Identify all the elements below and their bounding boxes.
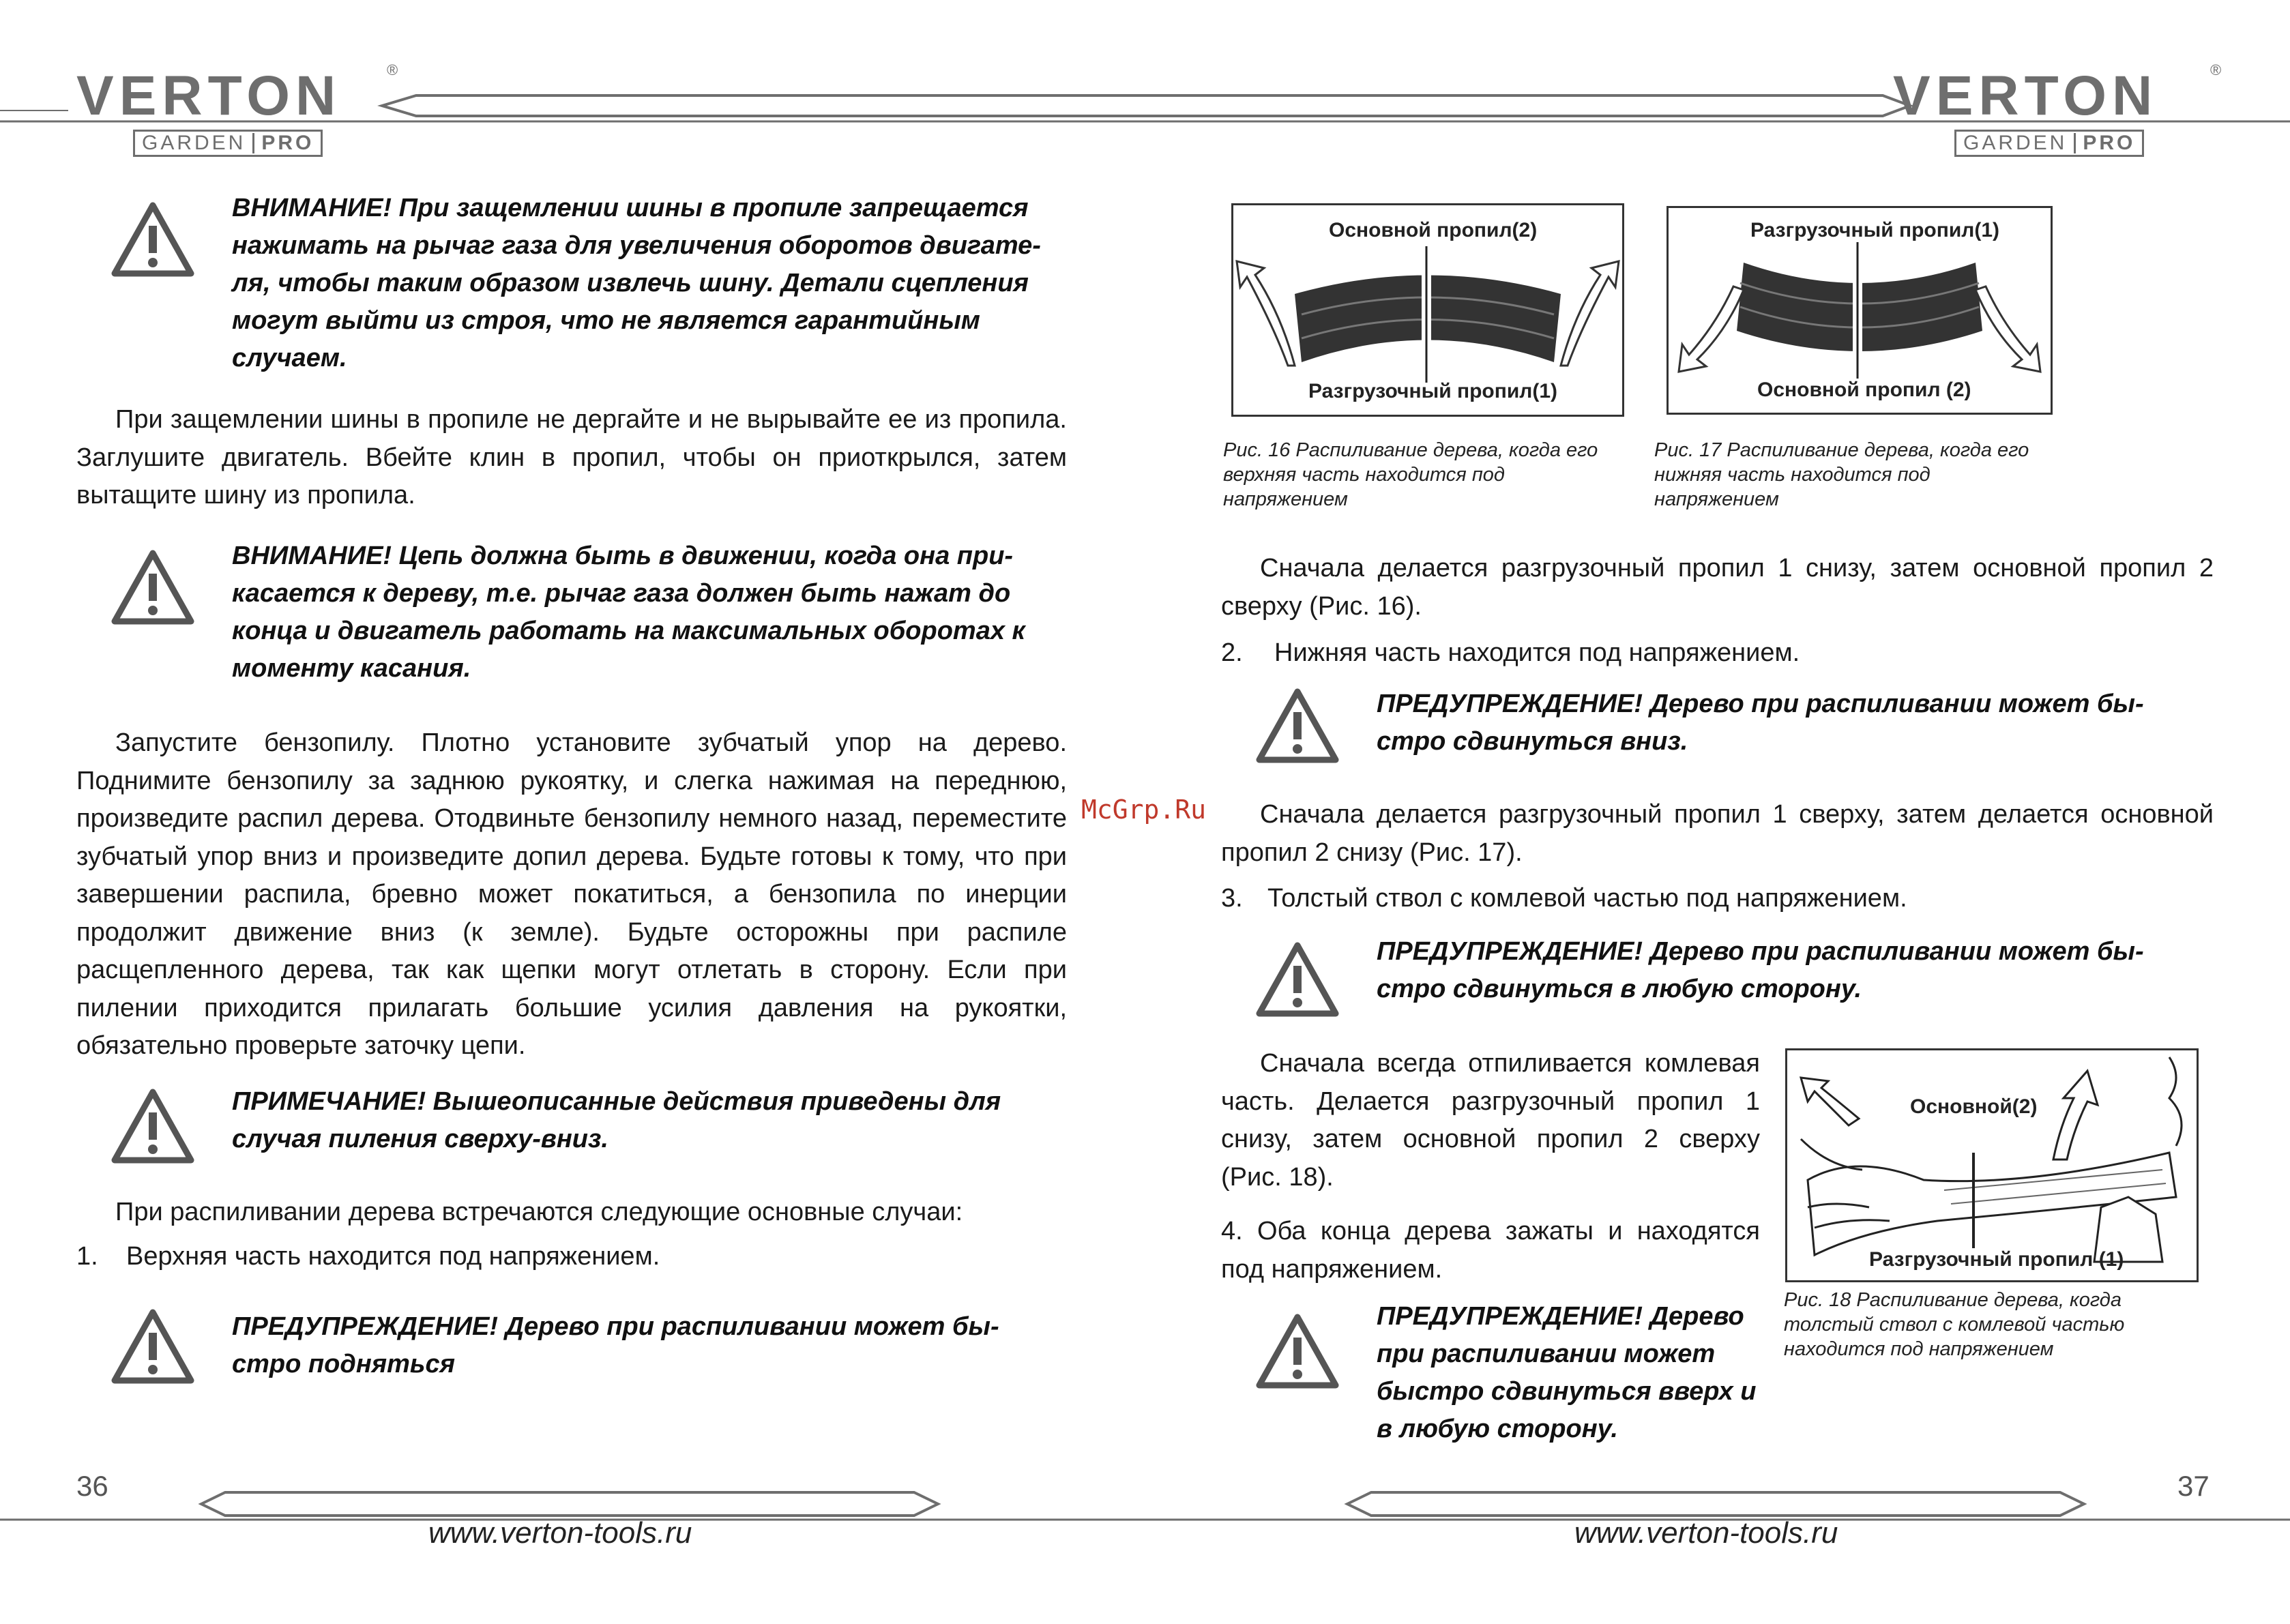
figure-16-caption: Рис. 16 Распиливание дерева, когда его верхняя часть находится под напряжением <box>1223 439 1598 510</box>
warning-triangle-icon <box>111 1088 195 1164</box>
paragraph-cases: При распиливании дерева встречаются следующие основные случаи: <box>115 1198 963 1226</box>
figure-16 <box>1231 203 1624 417</box>
list-number-1: 1. <box>76 1242 98 1271</box>
brand-name: VERTON <box>76 65 342 127</box>
warning-shift-any: ПРЕДУПРЕЖДЕНИЕ! Дерево при распиливании может бы-стро сдвинуться в любую сторону. <box>1377 937 2144 1003</box>
warning-triangle-icon <box>111 549 195 625</box>
garden-pro-badge-left <box>133 130 323 157</box>
paragraph-fig16-method: Сначала делается разгрузочный пропил 1 снизу, затем основной пропил 2 сверху (Рис. 16). <box>1221 554 2214 621</box>
warning-chain-moving: ВНИМАНИЕ! Цепь должна быть в движении, когда она при-касается к дереву, т.е. рычаг газа должен быть нажат до конца и двигатель работать на максимальных оборотах к моменту касания. <box>232 542 1025 683</box>
list-item-3: Толстый ствол с комлевой частью под напряжением. <box>1267 884 1907 913</box>
paragraph-fig18-method: Сначала всегда отпиливается комлевая часть. Делается разгрузочный пропил 1 снизу, затем основной пропил 2 сверху (Рис. 18). <box>1221 1049 1760 1192</box>
footer-url-right[interactable]: www.verton-tools.ru <box>1574 1516 1838 1550</box>
paragraph-both-ends: 4. Оба конца дерева зажаты и находятся под напряжением. <box>1221 1217 1760 1284</box>
pro-label: PRO <box>261 132 314 154</box>
warning-clutch: ВНИМАНИЕ! При защемлении шины в пропиле запрещается нажимать на рычаг газа для увеличения оборотов двигате-ля, чтобы таким образом извлечь шину. Детали сцепления могут выйти из строя, что не является гарантийным случаем. <box>232 194 1041 372</box>
figure-16-label-bottom: Разгрузочный пропил(1) <box>1308 380 1558 402</box>
garden-label: GARDEN <box>1956 133 2076 153</box>
garden-pro-badge-right <box>1954 130 2144 157</box>
warning-triangle-icon <box>1255 1313 1340 1389</box>
warning-triangle-icon <box>111 201 195 278</box>
footer-url-left[interactable]: www.verton-tools.ru <box>428 1516 692 1550</box>
figure-18-label-bottom: Разгрузочный пропил (1) <box>1869 1248 2124 1271</box>
figure-16-label-top: Основной пропил(2) <box>1329 219 1538 241</box>
figure-17-label-top: Разгрузочный пропил(1) <box>1750 219 2000 241</box>
warning-triangle-icon <box>111 1308 195 1385</box>
figure-18-drawing <box>1787 1050 2197 1280</box>
footer-decor <box>0 1480 2290 1528</box>
list-number-3: 3. <box>1221 884 1243 913</box>
paragraph-pinched-bar: При защемлении шины в пропиле не дергайте и не вырывайте ее из пропила. Заглушите двигатель. Вбейте клин в пропил, чтобы он приоткрылся, затем вытащите шину из пропила. <box>76 405 1067 510</box>
brand-name: VERTON <box>1893 65 2158 127</box>
paragraph-start-saw: Запустите бензопилу. Плотно установите зубчатый упор на дерево. Поднимите бензопилу за заднюю рукоятку, и слегка нажимая на переднюю, произведите распил дерева. Отодвиньте бензопилу немного назад, переместите зубчатый упор вниз и произведите допил дерева. Будьте готовы к тому, что при завершении распила, бревно может покатиться, а бензопила по инерции продолжит движение вниз (к земле). Будьте осторожны при распиле расщепленного дерева, так как щепки могут отлетать в сторону. Если при пилении приходится прилагать большие усилия давления на рукоятки, обязательно проверьте заточку цепи. <box>76 728 1067 1060</box>
registered-mark: ® <box>387 61 398 78</box>
page-number-left: 36 <box>76 1470 108 1502</box>
page-number-right: 37 <box>2177 1470 2210 1502</box>
warning-triangle-icon <box>1255 941 1340 1018</box>
garden-label: GARDEN <box>135 133 254 153</box>
warning-triangle-icon <box>1255 688 1340 764</box>
warning-tree-rise: ПРЕДУПРЕЖДЕНИЕ! Дерево при распиливании может бы-стро подняться <box>232 1312 999 1378</box>
logo-left <box>76 61 398 127</box>
list-item-1: Верхняя часть находится под напряжением. <box>126 1242 660 1271</box>
note-top-down: ПРИМЕЧАНИЕ! Вышеописанные действия приведены для случая пиления сверху-вниз. <box>232 1087 1001 1153</box>
paragraph-fig17-method: Сначала делается разгрузочный пропил 1 сверху, затем делается основной пропил 2 снизу (Рис. 17). <box>1221 800 2214 867</box>
figure-17-caption: Рис. 17 Распиливание дерева, когда его нижняя часть находится под напряжением <box>1654 439 2029 510</box>
pro-label: PRO <box>2083 132 2136 154</box>
warning-shift-down: ПРЕДУПРЕЖДЕНИЕ! Дерево при распиливании может бы-стро сдвинуться вниз. <box>1377 690 2144 756</box>
list-item-2: Нижняя часть находится под напряжением. <box>1274 638 1800 667</box>
figure-18-caption: Рис. 18 Распиливание дерева, когда толстый ствол с комлевой частью находится под напряжением <box>1784 1289 2125 1360</box>
figure-18 <box>1785 1048 2199 1282</box>
registered-mark: ® <box>2210 61 2222 78</box>
watermark: McGrp.Ru <box>1081 795 1207 825</box>
list-number-2: 2. <box>1221 638 1243 667</box>
logo-right <box>1893 61 2222 127</box>
warning-shift-up-any: ПРЕДУПРЕЖДЕНИЕ! Дерево при распиливании может быстро сдвинуться вверх и в любую сторону. <box>1377 1302 1757 1443</box>
figure-17 <box>1667 206 2053 415</box>
figure-17-label-bottom: Основной пропил (2) <box>1757 379 1971 401</box>
figure-18-label-top: Основной(2) <box>1910 1095 2038 1118</box>
